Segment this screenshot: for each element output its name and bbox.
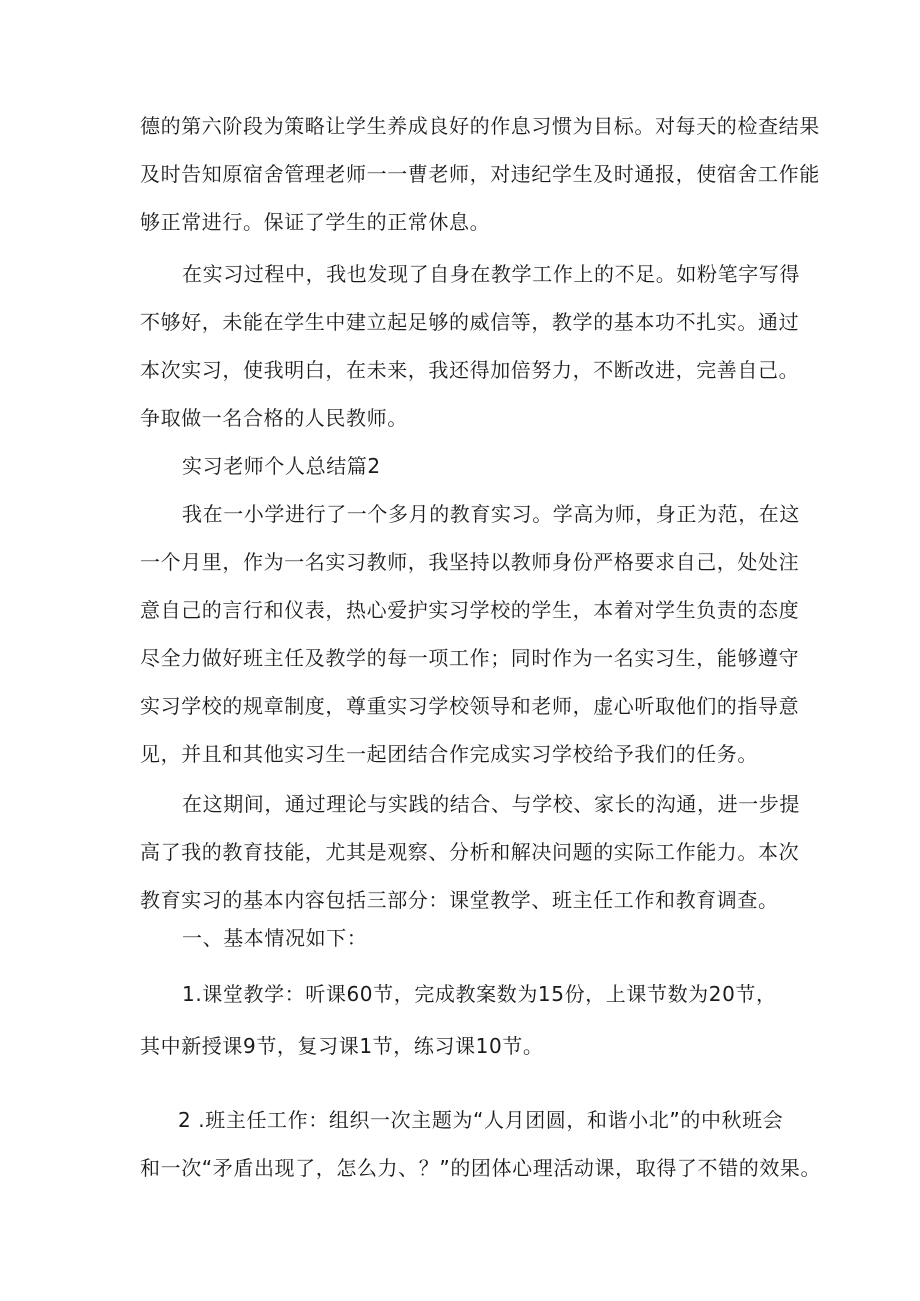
list-item: 2 .班主任工作：组织一次主题为“人月团圆，和谐小北”的中秋班会 (178, 1108, 784, 1132)
list-item-continuation: 其中新授课9节，复习课1节，练习课10节。 (140, 1034, 544, 1058)
text-line: 教育实习的基本内容包括三部分：课堂教学、班主任工作和教育调查。 (140, 888, 779, 912)
text-line: 在实习过程中，我也发现了自身在教学工作上的不足。如粉笔字写得 (182, 262, 800, 286)
list-heading: 一、基本情况如下： (182, 926, 368, 950)
text-line: 不够好，未能在学生中建立起足够的威信等，教学的基本功不扎实。通过 (140, 310, 800, 334)
text-line: 见，并且和其他实习生一起团结合作完成实习学校给予我们的任务。 (140, 742, 758, 766)
section-heading: 实习老师个人总结篇2 (182, 454, 381, 478)
text-line: 够正常进行。保证了学生的正常休息。 (140, 210, 491, 234)
text-line: 一个月里，作为一名实习教师，我坚持以教师身份严格要求自己，处处注 (140, 550, 800, 574)
text-line: 我在一小学进行了一个多月的教育实习。学高为师，身正为范，在这 (182, 502, 800, 526)
list-item: 1.课堂教学：听课60节，完成教案数为15份，上课节数为20节， (182, 982, 777, 1006)
text-line: 争取做一名合格的人民教师。 (140, 406, 408, 430)
list-item-continuation: 和一次“矛盾出现了，怎么力、？”的团体心理活动课，取得了不错的效果。 (140, 1156, 822, 1180)
text-line: 及时告知原宿舍管理老师一一曹老师，对违纪学生及时通报，使宿舍工作能 (140, 162, 820, 186)
text-line: 实习学校的规章制度，尊重实习学校领导和老师，虚心听取他们的指导意 (140, 694, 800, 718)
text-line: 在这期间，通过理论与实践的结合、与学校、家长的沟通，进一步提 (182, 792, 800, 816)
text-line: 尽全力做好班主任及教学的每一项工作；同时作为一名实习生，能够遵守 (140, 646, 800, 670)
text-line: 高了我的教育技能，尤其是观察、分析和解决问题的实际工作能力。本次 (140, 840, 800, 864)
text-line: 意自己的言行和仪表，热心爱护实习学校的学生，本着对学生负责的态度 (140, 598, 800, 622)
text-line: 本次实习，使我明白，在未来，我还得加倍努力，不断改进，完善自己。 (140, 358, 800, 382)
text-line: 德的第六阶段为策略让学生养成良好的作息习惯为目标。对每天的检查结果 (140, 114, 820, 138)
